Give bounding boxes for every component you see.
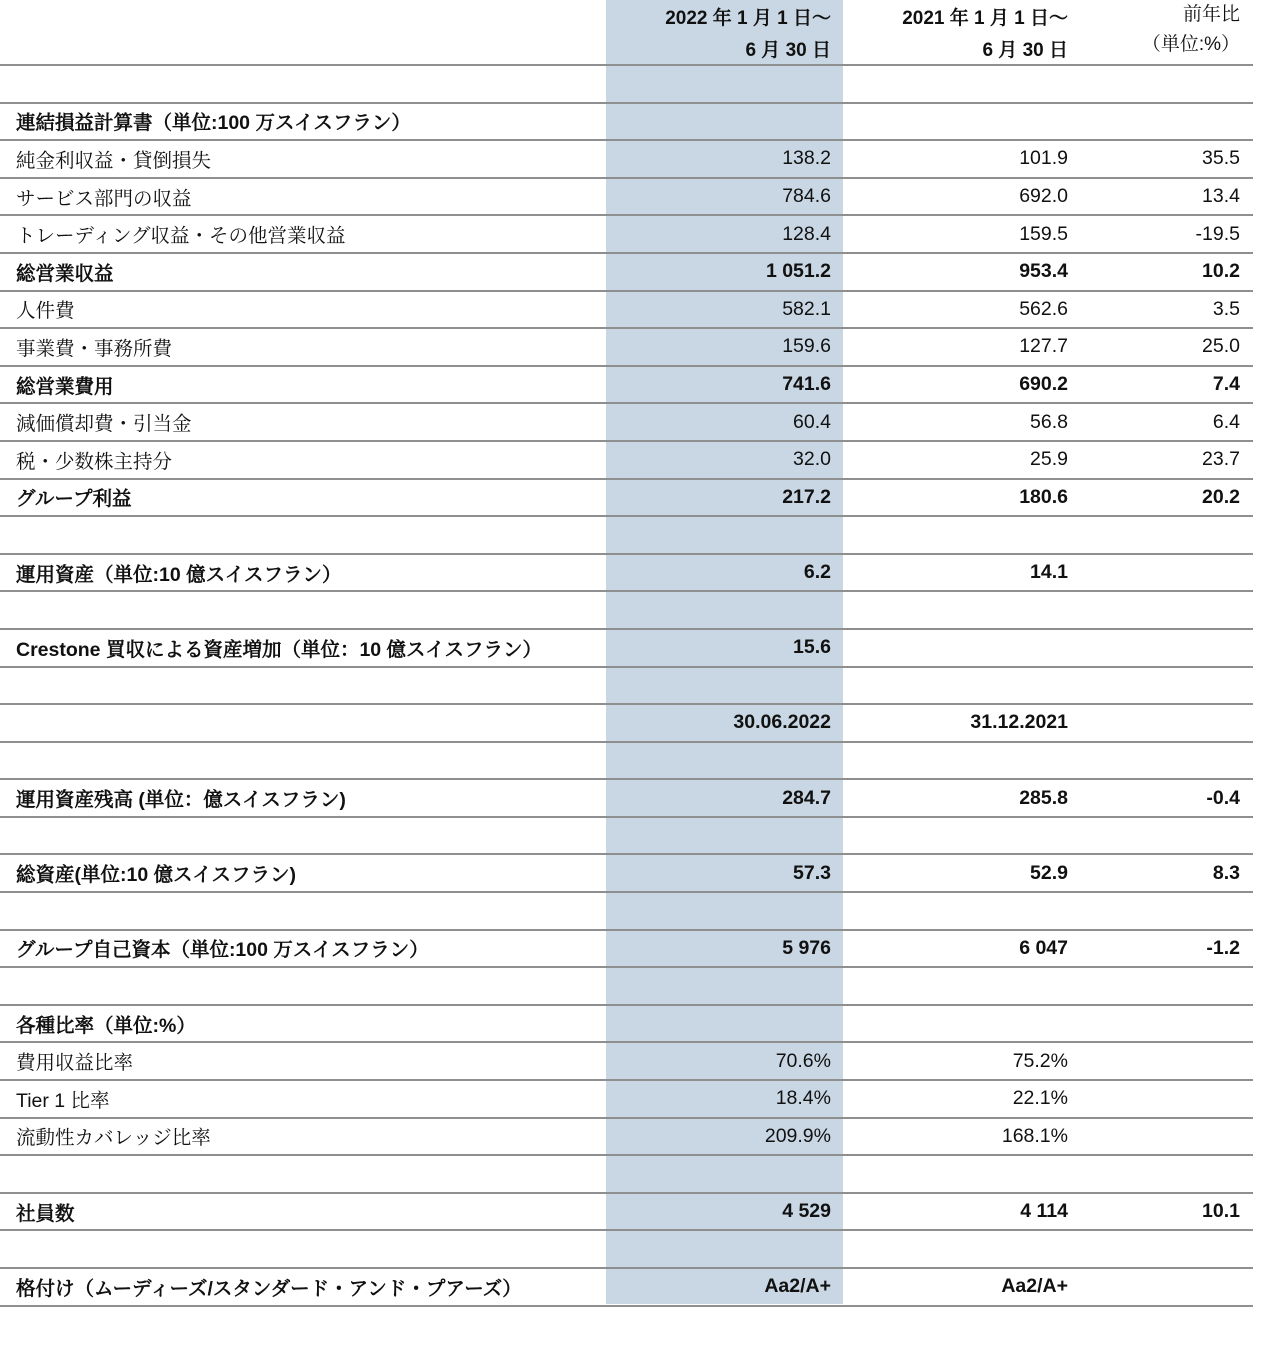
table-row [0,778,1253,816]
value-2021: 75.2% [1012,1049,1068,1072]
table-row [0,1004,1253,1042]
header-yoy-line2: （単位:%） [1141,34,1240,55]
value-2021: 101.9 [1019,147,1068,170]
value-2021: 22.1% [1012,1087,1068,1110]
value-yoy: -1.2 [1206,936,1240,959]
value-yoy: 25.0 [1202,335,1240,358]
row-label: 各種比率（単位:%） [16,1014,196,1037]
row-label: 総資産(単位:10 億スイスフラン) [16,864,297,887]
table-row [0,64,1253,102]
value-2022: 18.4% [775,1087,831,1110]
value-2022: 1 051.2 [765,260,831,283]
value-2021: 180.6 [1019,485,1068,508]
row-label: Tier 1 比率 [16,1089,110,1112]
table-row [0,666,1253,704]
table-row [0,327,1253,365]
value-2022: 138.2 [782,147,831,170]
row-label: グループ利益 [16,488,132,511]
header-2022-h1 [606,0,831,68]
financial-summary-table [0,64,1253,1307]
value-2022: 159.6 [782,335,831,358]
table-row [0,966,1253,1004]
value-2022: 4 529 [782,1200,831,1223]
row-label: 費用収益比率 [16,1052,134,1075]
value-2022: 32.0 [793,448,831,471]
table-row [0,1154,1253,1192]
value-yoy: 7.4 [1212,373,1240,396]
value-2022: 209.9% [764,1124,831,1147]
value-2021: 562.6 [1019,297,1068,320]
value-2022: 582.1 [782,297,831,320]
row-label: Crestone 買収による資産増加（単位：10 億スイスフラン） [16,638,542,661]
value-2021: 690.2 [1019,373,1068,396]
table-row [0,853,1253,891]
value-2022: Aa2/A+ [764,1275,831,1298]
value-2022: 30.06.2022 [733,711,831,734]
value-2021: 285.8 [1019,786,1068,809]
row-label: 格付け（ムーディーズ/スタンダード・アンド・プアーズ） [16,1277,522,1300]
row-label: 社員数 [16,1202,75,1225]
value-2021: 25.9 [1030,448,1068,471]
value-2021: 14.1 [1030,561,1068,584]
row-label: 人件費 [16,300,75,323]
table-row [0,1192,1253,1230]
table-row [0,478,1253,516]
table-row [0,1079,1253,1117]
value-2021: 159.5 [1019,222,1068,245]
table-row [0,1229,1253,1267]
header-yoy-line1: 前年比 [1182,4,1240,25]
value-yoy: 3.5 [1212,297,1240,320]
value-2021: 4 114 [1020,1200,1068,1223]
table-row [0,177,1253,215]
value-2021: 56.8 [1030,410,1068,433]
header-2022-line1: 2022 年 1 月 1 日～ [665,8,831,29]
value-yoy: 35.5 [1202,147,1240,170]
value-2021: 127.7 [1019,335,1068,358]
table-row [0,590,1253,628]
row-label: トレーディング収益・その他営業収益 [16,225,346,248]
value-2022: 6.2 [803,561,831,584]
value-2022: 15.6 [793,636,831,659]
row-label: サービス部門の収益 [16,187,192,210]
value-2021: 168.1% [1001,1124,1068,1147]
header-2022-line2: 6 月 30 日 [745,40,831,61]
row-label: 総営業費用 [16,375,114,398]
table-row [0,891,1253,929]
row-label: 流動性カバレッジ比率 [16,1127,211,1150]
table-row [0,515,1253,553]
value-yoy: 13.4 [1202,185,1240,208]
value-2021: 31.12.2021 [970,711,1068,734]
table-row [0,929,1253,967]
value-yoy: -19.5 [1195,222,1240,245]
table-row [0,402,1253,440]
value-2022: 284.7 [782,786,831,809]
row-label: 事業費・事務所費 [16,337,173,360]
table-row [0,1117,1253,1155]
value-2022: 5 976 [782,936,831,959]
row-label: 運用資産残高 (単位：億スイスフラン) [16,789,346,812]
table-row [0,365,1253,403]
value-2022: 784.6 [782,185,831,208]
table-row [0,139,1253,177]
table-row [0,440,1253,478]
value-2022: 70.6% [775,1049,831,1072]
value-yoy: -0.4 [1206,786,1240,809]
value-2022: 57.3 [793,861,831,884]
value-2021: Aa2/A+ [1001,1275,1068,1298]
header-2021-line1: 2021 年 1 月 1 日～ [902,8,1068,29]
table-row [0,703,1253,741]
row-label: 税・少数株主持分 [16,450,173,473]
table-row [0,102,1253,140]
value-2022: 217.2 [782,485,831,508]
table-row [0,553,1253,591]
value-2021: 52.9 [1030,861,1068,884]
header-yoy [1080,0,1240,65]
value-2021: 692.0 [1019,185,1068,208]
table-row [0,1041,1253,1079]
value-2022: 741.6 [782,373,831,396]
value-2022: 128.4 [782,222,831,245]
value-2021: 6 047 [1019,936,1068,959]
value-yoy: 6.4 [1212,410,1240,433]
table-row [0,1267,1253,1307]
value-yoy: 8.3 [1212,861,1240,884]
row-label: 減価償却費・引当金 [16,413,192,436]
row-label: 連結損益計算書（単位:100 万スイスフラン） [16,112,411,135]
header-2021-h1 [843,0,1068,68]
value-yoy: 10.1 [1202,1200,1240,1223]
value-yoy: 10.2 [1202,260,1240,283]
row-label: グループ自己資本（単位:100 万スイスフラン） [16,939,429,962]
table-row [0,214,1253,252]
value-yoy: 23.7 [1202,448,1240,471]
row-label: 運用資産（単位:10 億スイスフラン） [16,563,342,586]
row-label: 総営業収益 [16,262,114,285]
row-label: 純金利収益・貸倒損失 [16,149,212,172]
header-2021-line2: 6 月 30 日 [982,40,1068,61]
table-row [0,816,1253,854]
value-2021: 953.4 [1019,260,1068,283]
table-row [0,290,1253,328]
table-row [0,252,1253,290]
table-row [0,628,1253,666]
table-row [0,741,1253,779]
value-2022: 60.4 [793,410,831,433]
value-yoy: 20.2 [1202,485,1240,508]
